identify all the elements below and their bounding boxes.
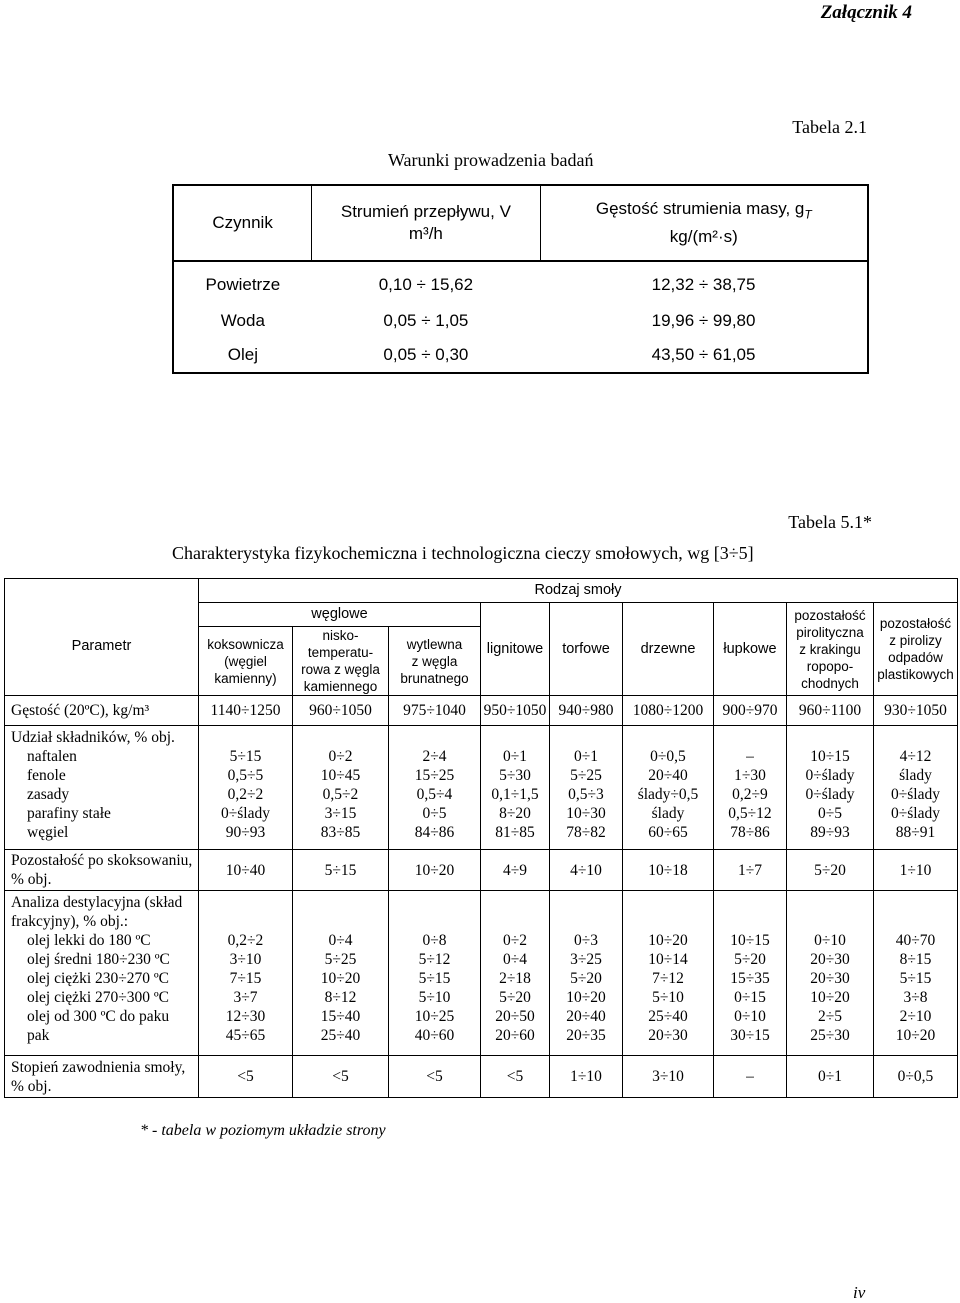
density-value: 960÷1050	[293, 696, 389, 726]
header-flow	[312, 185, 540, 261]
residue-row	[5, 850, 958, 891]
distillation-values: 0÷4 5÷25 10÷20 8÷12 15÷40 25÷40	[293, 891, 389, 1056]
page-number: iv	[853, 1283, 866, 1302]
header-row-1	[5, 579, 958, 603]
table2-footnote: * - tabela w poziomym układzie strony	[140, 1122, 386, 1139]
annex-label: Załącznik 4	[820, 2, 912, 23]
header-drzewne: drzewne	[623, 603, 714, 696]
header-parametr: Parametr	[5, 579, 199, 696]
distillation-values: 40÷70 8÷15 5÷15 3÷8 2÷10 10÷20	[874, 891, 958, 1056]
composition-values: – 1÷30 0,2÷9 0,5÷12 78÷86	[714, 726, 787, 850]
water-value: 1÷10	[550, 1056, 623, 1098]
composition-values: 0÷1 5÷25 0,5÷3 10÷30 78÷82	[550, 726, 623, 850]
row-name: Powietrze	[205, 275, 281, 294]
density-label: Gęstość (20ºC), kg/m³	[5, 696, 199, 726]
table-row	[173, 338, 868, 373]
composition-values: 5÷15 0,5÷5 0,2÷2 0÷ślady 90÷93	[199, 726, 293, 850]
residue-value: 1÷10	[874, 850, 958, 891]
density-value: 975÷1040	[389, 696, 481, 726]
distillation-values: 0,2÷2 3÷10 7÷15 3÷7 12÷30 45÷65	[199, 891, 293, 1056]
row-density: 12,32 ÷ 38,75	[651, 275, 756, 294]
water-value: 0÷0,5	[874, 1056, 958, 1098]
distillation-item: olej od 300 ºC do paku	[27, 1008, 170, 1025]
density-value: 1080÷1200	[623, 696, 714, 726]
density-value: 900÷970	[714, 696, 787, 726]
composition-item: fenole	[27, 767, 66, 784]
table1-header-row	[173, 185, 868, 261]
distillation-values: 0÷3 3÷25 5÷20 10÷20 20÷40 20÷35	[550, 891, 623, 1056]
table2-label: Tabela 5.1*	[788, 512, 872, 532]
header-weglowe: węglowe	[199, 603, 481, 627]
density-value: 940÷980	[550, 696, 623, 726]
composition-item: parafiny stałe	[27, 805, 111, 822]
distillation-item: pak	[27, 1027, 50, 1044]
header-rodzaj-smoly: Rodzaj smoły	[199, 579, 958, 603]
composition-cell	[5, 726, 199, 850]
density-value: 1140÷1250	[199, 696, 293, 726]
density-value: 950÷1050	[481, 696, 550, 726]
water-value: <5	[199, 1056, 293, 1098]
row-flow: 0,05 ÷ 1,05	[383, 311, 469, 330]
residue-value: 4÷9	[481, 850, 550, 891]
water-label: Stopień zawodnienia smoły, % obj.	[5, 1056, 199, 1098]
distillation-values: 10÷15 5÷20 15÷35 0÷15 0÷10 30÷15	[714, 891, 787, 1056]
density-row	[5, 696, 958, 726]
header-flow-line2: m³/h	[408, 224, 443, 243]
header-mass-flux-line2: kg/(m²·s)	[669, 226, 738, 246]
distillation-values: 0÷2 0÷4 2÷18 5÷20 20÷50 20÷60	[481, 891, 550, 1056]
distillation-cell	[5, 891, 199, 1056]
composition-values: 10÷15 0÷ślady 0÷ślady 0÷5 89÷93	[787, 726, 874, 850]
row-flow: 0,05 ÷ 0,30	[383, 345, 469, 364]
distillation-values: 0÷10 20÷30 20÷30 10÷20 2÷5 25÷30	[787, 891, 874, 1056]
water-value: <5	[293, 1056, 389, 1098]
water-row	[5, 1056, 958, 1098]
table-row	[173, 261, 868, 304]
distillation-item: olej ciężki 230÷270 ºC	[27, 970, 170, 987]
header-niskotemperaturowa: nisko- temperatu- rowa z węgla kamiennego	[293, 627, 389, 696]
row-density: 19,96 ÷ 99,80	[651, 311, 756, 330]
header-mass-flux-sub: T	[804, 207, 812, 222]
table1-label: Tabela 2.1	[792, 117, 867, 137]
distillation-row	[5, 891, 958, 1056]
density-value: 960÷1100	[787, 696, 874, 726]
flow-conditions-table	[172, 184, 869, 374]
header-koksownicza: koksownicza (węgiel kamienny)	[199, 627, 293, 696]
residue-value: 10÷20	[389, 850, 481, 891]
table1-title: Warunki prowadzenia badań	[388, 150, 594, 170]
residue-value: 10÷40	[199, 850, 293, 891]
header-mass-flux	[540, 185, 868, 261]
composition-values: 0÷1 5÷30 0,1÷1,5 8÷20 81÷85	[481, 726, 550, 850]
residue-value: 5÷15	[293, 850, 389, 891]
header-lignitowe: lignitowe	[481, 603, 550, 696]
header-lupkowe: łupkowe	[714, 603, 787, 696]
composition-values: 2÷4 15÷25 0,5÷4 0÷5 84÷86	[389, 726, 481, 850]
residue-value: 1÷7	[714, 850, 787, 891]
row-flow: 0,10 ÷ 15,62	[378, 275, 474, 294]
residue-value: 10÷18	[623, 850, 714, 891]
water-value: 0÷1	[787, 1056, 874, 1098]
header-flow-line1: Strumień przepływu, V	[340, 202, 511, 221]
table2-title: Charakterystyka fizykochemiczna i technologiczna cieczy smołowych, wg [3÷5]	[172, 543, 754, 563]
water-value: <5	[389, 1056, 481, 1098]
row-name: Woda	[220, 311, 265, 330]
header-mass-flux-text: Gęstość strumienia masy, g	[595, 199, 805, 219]
composition-item: naftalen	[27, 748, 77, 765]
distillation-item: olej ciężki 270÷300 ºC	[27, 989, 170, 1006]
header-pozostalosc-plastikowa: pozostałość z pirolizy odpadów plastikowych	[874, 603, 958, 696]
composition-values: 0÷0,5 20÷40 ślady÷0,5 ślady 60÷65	[623, 726, 714, 850]
distillation-item: olej lekki do 180 ºC	[27, 932, 151, 949]
composition-item: zasady	[27, 786, 70, 803]
table-row	[173, 304, 868, 338]
tar-properties-table	[4, 578, 958, 1098]
header-mass-flux-line1	[541, 198, 867, 225]
distillation-values: 10÷20 10÷14 7÷12 5÷10 25÷40 20÷30	[623, 891, 714, 1056]
row-name: Olej	[227, 345, 258, 364]
residue-label: Pozostałość po skoksowaniu, % obj.	[5, 850, 199, 891]
composition-values: 0÷2 10÷45 0,5÷2 3÷15 83÷85	[293, 726, 389, 850]
water-value: <5	[481, 1056, 550, 1098]
distillation-item: olej średni 180÷230 ºC	[27, 951, 170, 968]
composition-row	[5, 726, 958, 850]
residue-value: 4÷10	[550, 850, 623, 891]
water-value: 3÷10	[623, 1056, 714, 1098]
residue-value: 5÷20	[787, 850, 874, 891]
density-value: 930÷1050	[874, 696, 958, 726]
header-czynnik: Czynnik	[173, 185, 312, 261]
header-torfowe: torfowe	[550, 603, 623, 696]
composition-item: węgiel	[27, 824, 69, 841]
row-density: 43,50 ÷ 61,05	[651, 345, 756, 364]
header-pozostalosc-pirolityczna: pozostałość pirolityczna z krakingu ropopo- chodnych	[787, 603, 874, 696]
composition-values: 4÷12 ślady 0÷ślady 0÷ślady 88÷91	[874, 726, 958, 850]
distillation-values: 0÷8 5÷12 5÷15 5÷10 10÷25 40÷60	[389, 891, 481, 1056]
distillation-label: Analiza destylacyjna (skład frakcyjny), % obj.:	[11, 894, 183, 930]
header-wytlewna: wytlewna z węgla brunatnego	[389, 627, 481, 696]
water-value: –	[714, 1056, 787, 1098]
composition-label: Udział składników, % obj.	[11, 729, 175, 746]
